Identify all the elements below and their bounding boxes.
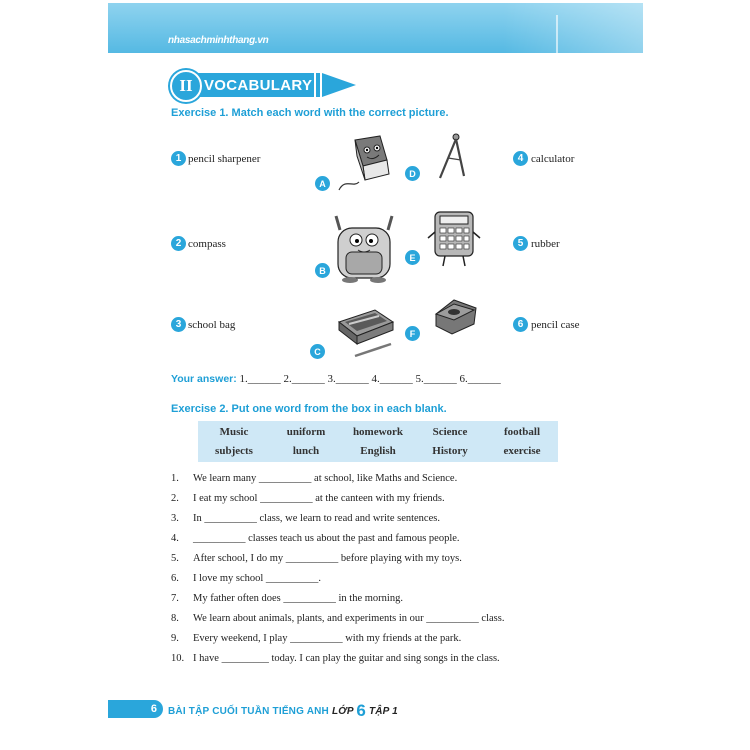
header-band xyxy=(108,3,643,53)
word-number: 2 xyxy=(171,236,186,251)
picture-letter-c: C xyxy=(310,344,325,359)
answer-blanks[interactable]: 1.______ 2.______ 3.______ 4.______ 5.______ 6.______ xyxy=(239,373,501,385)
word-item: compass xyxy=(188,238,226,250)
picture-letter-b: B xyxy=(315,263,330,278)
sentence-9: 9. Every weekend, I play __________ with my friends at the park. xyxy=(171,633,462,644)
sentence-5: 5. After school, I do my __________ before playing with my toys. xyxy=(171,553,462,564)
answer-label: Your answer: xyxy=(171,373,237,385)
word-item: school bag xyxy=(188,319,236,331)
section-arrow-icon xyxy=(322,73,356,97)
word-box xyxy=(198,421,558,462)
box-word: subjects xyxy=(215,445,253,457)
box-word: uniform xyxy=(286,426,326,438)
word-item: pencil case xyxy=(531,319,580,331)
box-word: homework xyxy=(352,426,404,438)
word-item: rubber xyxy=(531,238,560,250)
section-numeral: II xyxy=(170,70,202,102)
picture-letter-f: F xyxy=(405,326,420,341)
sentence-8: 8. We learn about animals, plants, and experiments in our __________ class. xyxy=(171,613,505,624)
word-number: 3 xyxy=(171,317,186,332)
box-word: lunch xyxy=(292,445,320,457)
sentence-6: 6. I love my school __________. xyxy=(171,573,322,584)
word-number: 1 xyxy=(171,151,186,166)
word-number: 6 xyxy=(513,317,528,332)
school-bag-icon xyxy=(330,210,398,285)
picture-letter-d: D xyxy=(405,166,420,181)
word-number: 5 xyxy=(513,236,528,251)
exercise2-title: Exercise 2. Put one word from the box in each blank. xyxy=(171,403,447,415)
rubber-eraser-icon xyxy=(325,130,395,195)
word-item: calculator xyxy=(531,153,575,165)
sentence-1: 1. We learn many __________ at school, like Maths and Science. xyxy=(171,473,458,484)
exercise1-title: Exercise 1. Match each word with the correct picture. xyxy=(171,107,449,119)
box-word: Science xyxy=(432,426,468,438)
calculator-icon xyxy=(425,208,483,270)
book-title: BÀI TẬP CUỐI TUẦN TIẾNG ANH LỚP 6 TẬP 1 xyxy=(168,701,398,720)
sentence-4: 4. __________ classes teach us about the past and famous people. xyxy=(171,533,460,544)
compass-icon xyxy=(430,132,470,182)
page-number: 6 xyxy=(108,700,163,718)
box-word: History xyxy=(432,445,468,457)
answer-line xyxy=(171,373,501,385)
sentence-2: 2. I eat my school __________ at the canteen with my friends. xyxy=(171,493,445,504)
sentence-7: 7. My father often does __________ in the morning. xyxy=(171,593,403,604)
box-word: football xyxy=(503,426,541,438)
site-url: nhasachminhthang.vn xyxy=(168,35,269,46)
box-word: English xyxy=(360,445,396,457)
word-number: 4 xyxy=(513,151,528,166)
picture-letter-a: A xyxy=(315,176,330,191)
box-word: exercise xyxy=(503,445,541,457)
pencil-sharpener-icon xyxy=(430,296,482,338)
sentence-3: 3. In __________ class, we learn to read and write sentences. xyxy=(171,513,440,524)
word-item: pencil sharpener xyxy=(188,153,261,165)
section-title: VOCABULARY xyxy=(196,73,314,97)
box-word: Music xyxy=(219,426,249,438)
pencil-case-icon xyxy=(335,300,397,362)
sentence-10: 10. I have _________ today. I can play the guitar and sing songs in the class. xyxy=(171,653,500,664)
picture-letter-e: E xyxy=(405,250,420,265)
